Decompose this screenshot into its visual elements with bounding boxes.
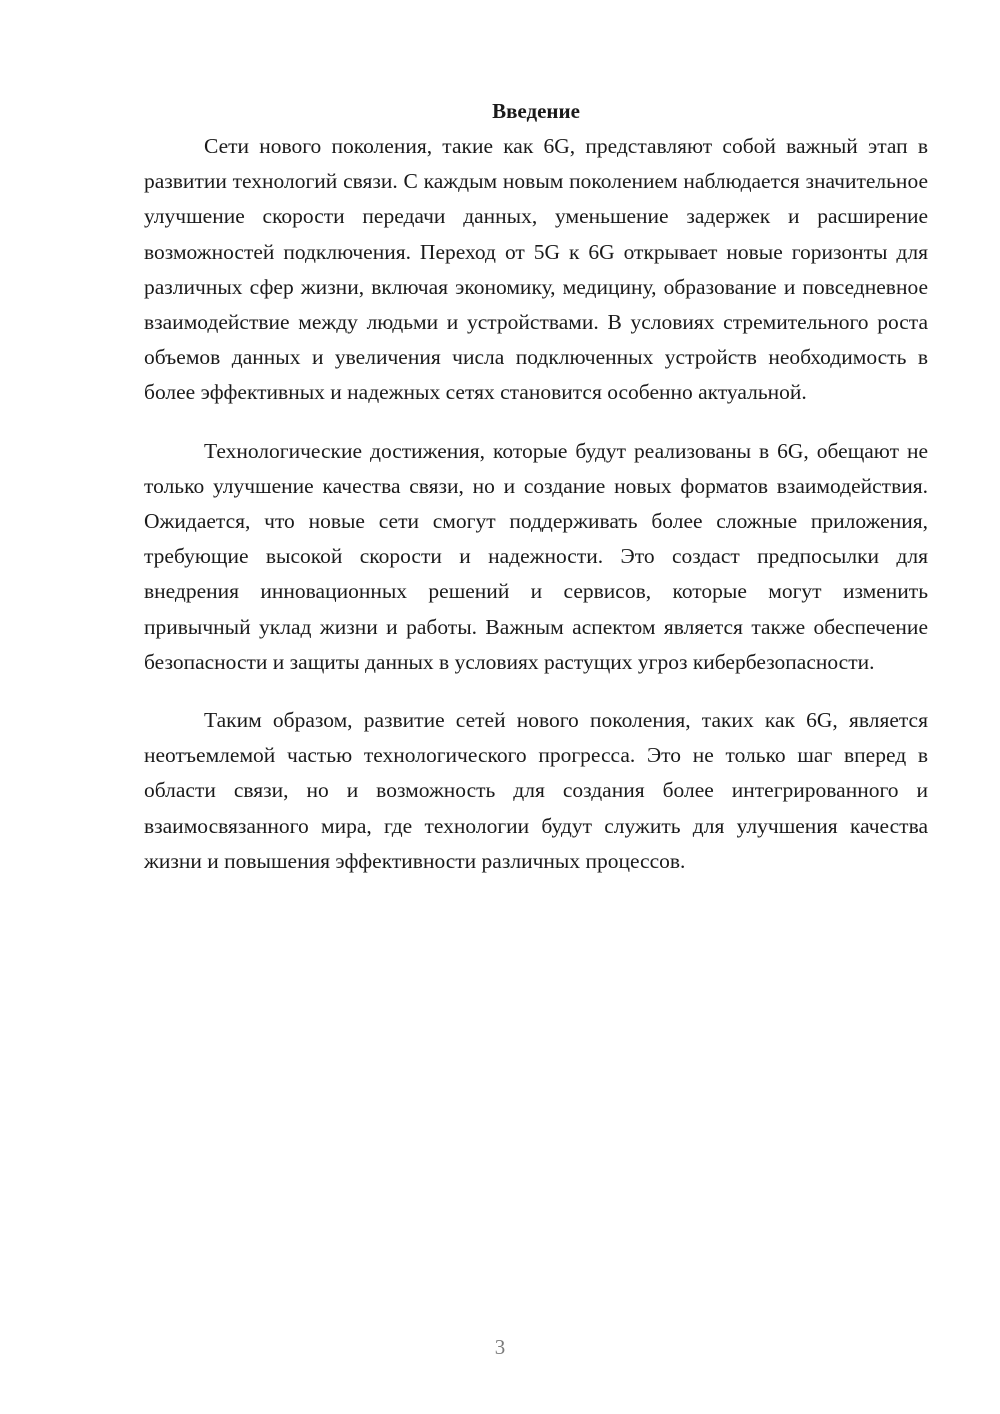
paragraph-1: Сети нового поколения, такие как 6G, представляют собой важный этап в развитии технологий связи. С каждым новым поколением наблюдается значительное улучшение скорости передачи данных, уменьшение задержек и расширение возможностей подключения. Переход от 5G к 6G открывает новые горизонты для различных сфер жизни, включая экономику, медицину, образование и повседневное взаимодействие между людьми и устройствами. В условиях стремительного роста объемов данных и увеличения числа подключенных устройств необходимость в более эффективных и надежных сетях становится особенно актуальной. [144,134,928,405]
page-content [144,95,928,902]
section-title: Введение [492,99,580,123]
paragraph-3: Таким образом, развитие сетей нового поколения, таких как 6G, является неотъемлемой частью технологического прогресса. Это не только шаг вперед в области связи, но и возможность для создания более интегрированного и взаимосвязанного мира, где технологии будут служить для улучшения качества жизни и повышения эффективности различных процессов. [144,708,928,873]
page-number: 3 [494,1335,506,1359]
paragraph-2: Технологические достижения, которые будут реализованы в 6G, обещают не только улучшение качества связи, но и создание новых форматов взаимодействия. Ожидается, что новые сети смогут поддерживать более сложные приложения, требующие высокой скорости и надежности. Это создаст предпосылки для внедрения инновационных решений и сервисов, которые могут изменить привычный уклад жизни и работы. Важным аспектом является также обеспечение безопасности и защиты данных в условиях растущих угроз кибербезопасности. [144,438,928,674]
